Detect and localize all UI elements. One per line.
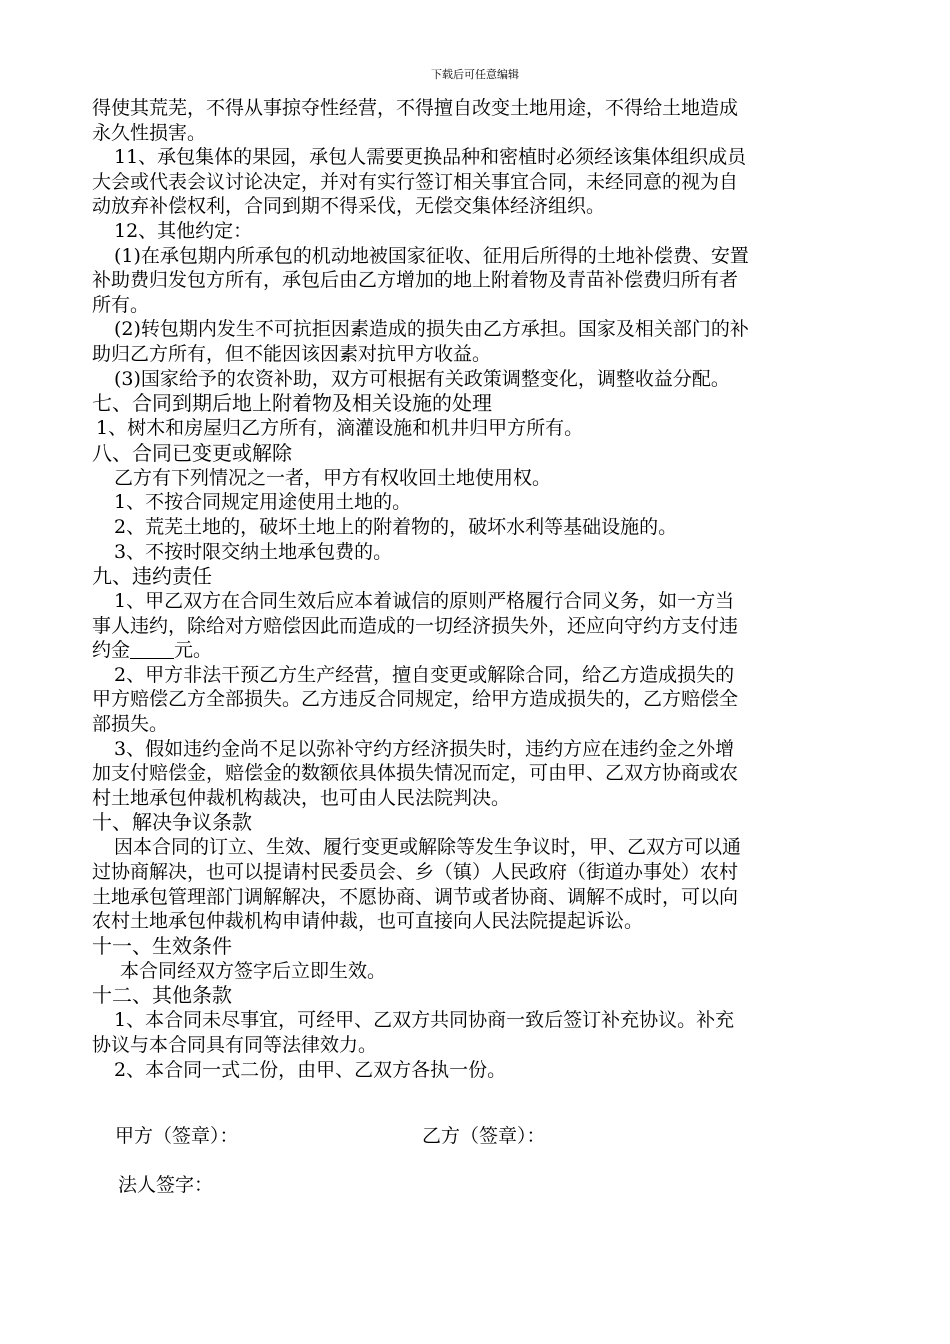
list-item: 2、荒芜土地的，破坏土地上的附着物的，破坏水利等基础设施的。 xyxy=(114,515,678,538)
paragraph-line: 动放弃补偿权利，合同到期不得采伐，无偿交集体经济组织。 xyxy=(92,195,606,218)
party-a-signature-label: 甲方（签章）： xyxy=(115,1125,239,1147)
paragraph-line: 得使其荒芜，不得从事掠夺性经营，不得擅自改变土地用途，不得给土地造成 xyxy=(92,97,739,119)
paragraph-line: 3、假如违约金尚不足以弥补守约方经济损失时，违约方应在违约金之外增 xyxy=(114,737,735,760)
section-heading-7: 七、合同到期后地上附着物及相关设施的处理 xyxy=(92,391,492,416)
paragraph-line: 1、树木和房屋归乙方所有，滴灌设施和机井归甲方所有。 xyxy=(96,417,584,440)
penalty-unit: 元。 xyxy=(174,639,213,662)
sub-clause-1: (1)在承包期内所承包的机动地被国家征收、征用后所得的土地补偿费、安置 xyxy=(114,244,749,267)
page-header: 下载后可任意编辑 xyxy=(431,68,519,81)
paragraph-line: 农村土地承包仲裁机构申请仲裁，也可直接向人民法院提起诉讼。 xyxy=(92,910,644,933)
paragraph-line: 因本合同的订立、生效、履行变更或解除等发生争议时，甲、乙双方可以通 xyxy=(114,836,742,859)
list-item: 3、不按时限交纳土地承包费的。 xyxy=(114,540,393,563)
paragraph-line: 2、甲方非法干预乙方生产经营，擅自变更或解除合同，给乙方造成损失的 xyxy=(114,663,735,686)
paragraph-line: 过协商解决，也可以提请村民委员会、乡（镇）人民政府（街道办事处）农村 xyxy=(92,861,739,884)
paragraph-line: 助归乙方所有，但不能因该因素对抗甲方收益。 xyxy=(92,342,492,365)
sub-clause-2: (2)转包期内发生不可抗拒因素造成的损失由乙方承担。国家及相关部门的补 xyxy=(114,318,749,341)
paragraph-line: 所有。 xyxy=(92,293,150,316)
section-heading-12: 十二、其他条款 xyxy=(92,983,232,1008)
section-heading-9: 九、违约责任 xyxy=(92,564,212,589)
legal-rep-signature-label: 法人签字： xyxy=(118,1174,214,1196)
paragraph-line: 协议与本合同具有同等法律效力。 xyxy=(92,1034,378,1056)
paragraph-line: 本合同经双方签字后立即生效。 xyxy=(120,959,387,982)
section-heading-8: 八、合同已变更或解除 xyxy=(92,440,292,465)
clause-12: 12、其他约定： xyxy=(114,219,253,242)
paragraph-line: 1、甲乙双方在合同生效后应本着诚信的原则严格履行合同义务，如一方当 xyxy=(114,590,735,613)
section-heading-10: 十、解决争议条款 xyxy=(92,810,252,835)
paragraph-line: 1、本合同未尽事宜，可经甲、乙双方共同协商一致后签订补充协议。补充 xyxy=(114,1009,735,1032)
list-item: 1、不按合同规定用途使用土地的。 xyxy=(114,491,412,514)
paragraph-line: 乙方有下列情况之一者，甲方有权收回土地使用权。 xyxy=(114,466,552,489)
paragraph-line: 部损失。 xyxy=(92,713,169,736)
paragraph-line: 加支付赔偿金，赔偿金的数额依具体损失情况而定，可由甲、乙双方协商或农 xyxy=(92,762,739,785)
paragraph-line: 事人违约，除给对方赔偿因此而造成的一切经济损失外，还应向守约方支付违 xyxy=(92,614,739,637)
contract-body xyxy=(92,96,864,1082)
clause-11: 11、承包集体的果园，承包人需要更换品种和密植时必须经该集体组织成员 xyxy=(114,146,747,169)
paragraph-line: 大会或代表会议讨论决定，并对有实行签订相关事宜合同，未经同意的视为自 xyxy=(92,170,739,193)
paragraph-line: 永久性损害。 xyxy=(92,121,207,144)
paragraph-line: 补助费归发包方所有，承包后由乙方增加的地上附着物及青苗补偿费归所有者 xyxy=(92,269,739,292)
paragraph-line: 土地承包管理部门调解解决，不愿协商、调节或者协商、调解不成时，可以向 xyxy=(92,885,739,908)
sub-clause-3: (3)国家给予的农资补助，双方可根据有关政策调整变化，调整收益分配。 xyxy=(114,367,730,390)
section-heading-11: 十一、生效条件 xyxy=(92,933,232,958)
penalty-amount-blank xyxy=(130,640,174,659)
penalty-label: 约金 xyxy=(92,639,131,662)
party-b-signature-label: 乙方（签章）： xyxy=(422,1125,546,1147)
paragraph-line: 甲方赔偿乙方全部损失。乙方违反合同规定，给甲方造成损失的，乙方赔偿全 xyxy=(92,688,739,711)
penalty-amount-line xyxy=(92,638,864,663)
paragraph-line: 2、本合同一式二份，由甲、乙双方各执一份。 xyxy=(114,1058,507,1081)
paragraph-line: 村土地承包仲裁机构裁决，也可由人民法院判决。 xyxy=(92,786,511,809)
